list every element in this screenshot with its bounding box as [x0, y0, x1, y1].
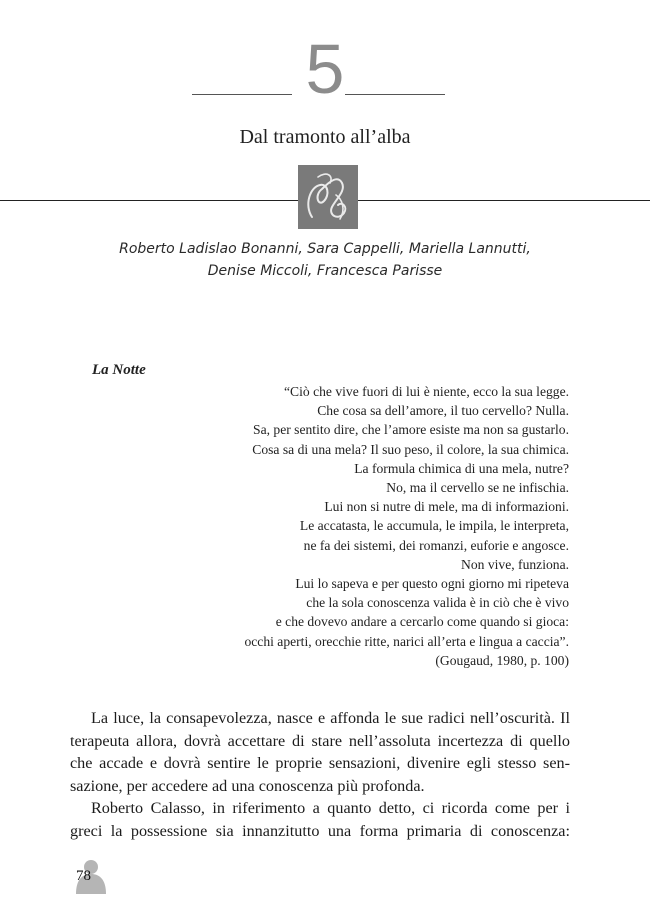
section-heading: La Notte [92, 362, 146, 378]
authors-line: Roberto Ladislao Bonanni, Sara Cappelli, Mariella Lannutti, [119, 241, 531, 257]
paragraph-line: che accade e dovrà sentire le proprie sensazioni, divenire egli stesso sen- [70, 754, 570, 772]
chapter-number: 5 [305, 30, 345, 108]
ornamental-knot-icon [298, 165, 358, 229]
epigraph-line: Lui non si nutre di mele, ma di informazioni. [324, 499, 569, 515]
epigraph-line: ne fa dei sistemi, dei romanzi, euforie e angosce. [303, 537, 569, 553]
epigraph [200, 382, 569, 670]
epigraph-line: Che cosa sa dell’amore, il tuo cervello? Nulla. [317, 403, 569, 419]
chapter-title: Dal tramonto all’alba [239, 126, 411, 148]
chapter-number-rule-right [345, 94, 445, 95]
epigraph-line: La formula chimica di una mela, nutre? [354, 460, 569, 476]
epigraph-line: Le accatasta, le accumula, le impila, le interpreta, [299, 518, 569, 534]
epigraph-line: Lui lo sapeva e per questo ogni giorno mi ripeteva [295, 576, 569, 592]
paragraph-line: sazione, per accedere ad una conoscenza più profonda. [70, 776, 425, 795]
epigraph-line: occhi aperti, orecchie ritte, narici all’erta e lingua a caccia”. [244, 633, 569, 649]
epigraph-line: che la sola conoscenza valida è in ciò che è vivo [306, 595, 569, 611]
authors [0, 238, 650, 282]
paragraph-line: La luce, la consapevolezza, nasce e affonda le sue radici nell’oscurità. Il [91, 709, 570, 727]
body-text [70, 707, 570, 842]
epigraph-line: No, ma il cervello se ne infischia. [386, 480, 569, 496]
paragraph-line: terapeuta allora, dovrà accettare di stare nell’assoluta incertezza di quello [70, 731, 570, 750]
epigraph-line: “Ciò che vive fuori di lui è niente, ecco la sua legge. [284, 384, 569, 399]
paragraph-line: greci la possessione sia innanzitutto una forma primaria di conoscenza: [70, 821, 570, 840]
chapter-number-rule-left [192, 94, 292, 95]
epigraph-line: e che dovevo andare a cercarlo come quando si gioca: [275, 614, 569, 630]
paragraph-line: Roberto Calasso, in riferimento a quanto detto, ci ricorda come per i [91, 799, 570, 817]
authors-line: Denise Miccoli, Francesca Parisse [207, 263, 443, 279]
epigraph-line: Cosa sa di una mela? Il suo peso, il colore, la sua chimica. [252, 441, 569, 457]
epigraph-line: Non vive, funziona. [461, 556, 569, 572]
paragraph [70, 707, 570, 797]
epigraph-citation: (Gougaud, 1980, p. 100) [435, 652, 569, 668]
epigraph-line: Sa, per sentito dire, che l’amore esiste ma non sa gustarlo. [253, 422, 569, 438]
paragraph [70, 797, 570, 842]
page-number: 78 [76, 868, 91, 884]
